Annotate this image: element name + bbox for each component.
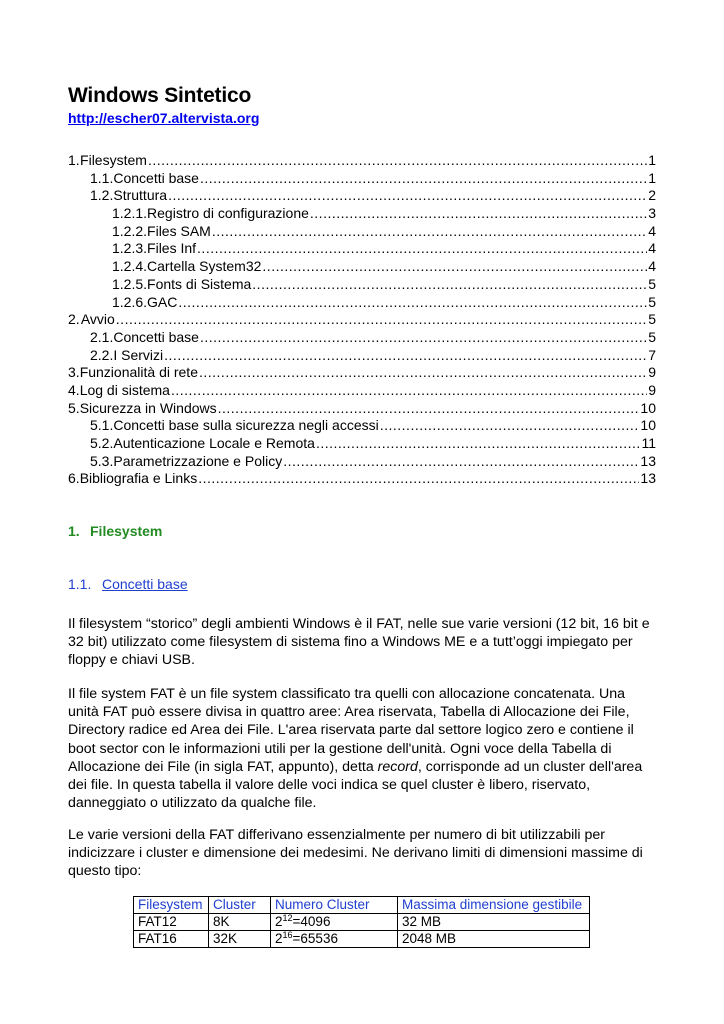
toc-entry-label: Sicurezza in Windows: [79, 399, 217, 416]
toc-entry[interactable]: [68, 258, 656, 276]
cell-max-size: 32 MB: [398, 914, 590, 931]
toc-entry-label: Files SAM: [147, 222, 211, 239]
toc-entry-number: 4.: [68, 381, 80, 398]
toc-entry-number: 5.3.: [90, 452, 114, 469]
toc-entry-number: 1.2.2.: [112, 222, 148, 239]
paragraph-text: , corrisponde ad un cluster dell'area dei file. In questa tabella il valore delle voci indica se quel cluster è libero, riservato, danneggiato o utilizzato da qualche file.: [68, 758, 643, 812]
toc-dot-leader: [212, 223, 647, 241]
toc-dot-leader: [200, 329, 647, 347]
table-row: [134, 914, 590, 931]
paragraph-fat-versions: Le varie versioni della FAT differivano essenzialmente per numero di bit utilizzabili per indicizzare i cluster e dimensione dei medesimi. Ne derivano limiti di dimensioni massime di questo tipo:: [68, 827, 643, 880]
toc-entry-number: 1.: [68, 152, 80, 168]
toc-entry-label: Struttura: [113, 187, 168, 204]
toc-entry-label: GAC: [147, 293, 178, 310]
toc-dot-leader: [171, 382, 647, 400]
header-cluster: Cluster: [209, 897, 271, 914]
toc-entry-page: 4: [648, 240, 656, 257]
toc-entry-label: Bibliografia e Links: [79, 470, 198, 487]
section-number: 1.: [68, 523, 80, 539]
toc-entry[interactable]: [68, 223, 656, 241]
toc-entry[interactable]: [68, 417, 656, 435]
cell-numero-cluster: $2^{12}=4096$: [271, 914, 398, 931]
toc-entry[interactable]: [68, 382, 656, 400]
toc-dot-leader: [310, 205, 647, 223]
toc-entry[interactable]: [68, 435, 656, 453]
toc-entry[interactable]: [68, 187, 656, 205]
toc-entry-number: 5.: [68, 399, 80, 416]
toc-entry[interactable]: [68, 347, 656, 365]
section-title: Filesystem: [90, 523, 163, 539]
toc-dot-leader: [316, 435, 641, 453]
toc-entry-page: 11: [641, 435, 656, 451]
toc-entry-label: I Servizi: [113, 346, 164, 363]
toc-entry-page: 3: [648, 205, 656, 222]
toc-dot-leader: [262, 258, 647, 276]
toc-dot-leader: [252, 276, 647, 294]
toc-entry[interactable]: [68, 311, 656, 329]
toc-entry-number: 5.2.: [90, 435, 114, 451]
website-link[interactable]: http://escher07.altervista.org: [68, 110, 260, 126]
toc-dot-leader: [218, 400, 640, 418]
header-filesystem: Filesystem: [134, 897, 209, 914]
section-heading-filesystem: [68, 523, 162, 539]
toc-entry-page: 5: [648, 311, 656, 328]
toc-dot-leader: [197, 240, 647, 258]
toc-entry[interactable]: [68, 453, 656, 471]
toc-dot-leader: [168, 187, 647, 205]
toc-entry[interactable]: [68, 400, 656, 418]
toc-entry-label: Filesystem: [80, 152, 147, 168]
toc-entry-page: 13: [640, 470, 656, 487]
toc-entry-page: 5: [648, 293, 656, 310]
cell-cluster: 32K: [209, 931, 271, 948]
toc-entry-number: 2.2.: [90, 346, 114, 363]
toc-entry-number: 2.1.: [90, 328, 114, 345]
toc-entry-number: 1.2.4.: [112, 258, 148, 275]
toc-entry-page: 10: [640, 417, 656, 434]
toc-entry-label: Log di sistema: [79, 381, 170, 398]
toc-entry-label: Fonts di Sistema: [147, 275, 252, 292]
toc-entry-number: 1.2.3.: [112, 240, 148, 257]
toc-entry-label: Concetti base: [113, 169, 199, 186]
paragraph-text: Il file system FAT è un file system classificato tra quelli con allocazione concatenata. Una unità FAT può essere divisa in quattro aree: Area riservata, Tabella di Allocazione dei File, Directory radice ed Area dei File. L'area riservata parte dal settore logico zero e contiene il boot sector con le informazioni utili per la gestione dell'unità. Ogni voce della Tabella di Allocazione dei File (in sigla FAT, appunto), detta: [68, 686, 634, 775]
toc-entry-label: Parametrizzazione e Policy: [113, 452, 283, 469]
toc-dot-leader: [380, 417, 640, 435]
document-title: Windows Sintetico: [68, 84, 252, 107]
toc-entry-label: Autenticazione Locale e Remota: [113, 435, 315, 451]
toc-entry-label: Cartella System32: [147, 258, 262, 275]
cell-numero-cluster: $2^{16}=65536$: [271, 931, 398, 948]
toc-entry-page: 9: [648, 381, 656, 398]
toc-entry-page: 10: [640, 399, 656, 416]
emphasis-record: record: [377, 758, 418, 775]
toc-dot-leader: [164, 347, 647, 365]
toc-entry[interactable]: [68, 170, 656, 188]
toc-entry-page: 5: [648, 275, 656, 292]
toc-entry-page: 4: [648, 222, 656, 239]
toc-entry-label: Concetti base: [113, 328, 199, 345]
cell-cluster: 8K: [209, 914, 271, 931]
toc-entry-number: 3.: [68, 364, 80, 381]
toc-entry-label: Concetti base sulla sicurezza negli accessi: [113, 417, 379, 434]
toc-entry-number: 6.: [68, 470, 80, 487]
subsection-title: Concetti base: [102, 576, 188, 592]
subsection-heading-concetti-base[interactable]: [68, 576, 188, 592]
toc-entry-page: 1: [648, 152, 656, 168]
toc-entry[interactable]: [68, 470, 656, 488]
toc-entry-page: 13: [640, 452, 656, 469]
toc-entry-page: 2: [648, 187, 656, 204]
toc-entry-number: 1.2.5.: [112, 275, 148, 292]
toc-entry-number: 1.2.: [90, 187, 114, 204]
toc-entry-page: 7: [648, 346, 656, 363]
table-header-row: [134, 897, 590, 914]
fat-limits-table: [133, 896, 590, 948]
toc-dot-leader: [200, 170, 647, 188]
toc-entry-number: 1.1.: [90, 169, 114, 186]
table-of-contents: [68, 152, 656, 488]
toc-dot-leader: [283, 453, 639, 471]
toc-entry-page: 9: [648, 364, 656, 381]
header-massima-dimensione: Massima dimensione gestibile: [398, 897, 590, 914]
toc-entry-page: 4: [648, 258, 656, 275]
cell-max-size: 2048 MB: [398, 931, 590, 948]
toc-entry[interactable]: [68, 364, 656, 382]
toc-entry-number: 5.1.: [90, 417, 114, 434]
toc-dot-leader: [148, 152, 647, 170]
paragraph-filesystem-intro: Il filesystem “storico” degli ambienti Windows è il FAT, nelle sue varie versioni (12 bit, 16 bit e 32 bit) utilizzato come filesystem di sistema fino a Windows ME e a tutt’oggi impiegato per floppy e chiavi USB.: [68, 616, 650, 669]
toc-entry[interactable]: [68, 240, 656, 258]
toc-entry[interactable]: [68, 152, 656, 170]
toc-entry-number: 1.2.6.: [112, 293, 148, 310]
toc-entry[interactable]: [68, 329, 656, 347]
toc-dot-leader: [198, 470, 639, 488]
toc-entry-label: Funzionalità di rete: [79, 364, 198, 381]
toc-dot-leader: [178, 294, 647, 312]
toc-dot-leader: [199, 364, 647, 382]
toc-entry-number: 1.2.1.: [112, 205, 148, 222]
toc-entry[interactable]: [68, 294, 656, 312]
header-numero-cluster: Numero Cluster: [271, 897, 398, 914]
table-row: [134, 931, 590, 948]
cell-filesystem: FAT12: [134, 914, 209, 931]
toc-entry-number: 2.: [68, 311, 80, 328]
subsection-number: 1.1.: [68, 576, 92, 592]
toc-entry-label: Files Inf: [147, 240, 197, 257]
toc-entry-page: 5: [648, 328, 656, 345]
toc-entry-label: Avvio: [80, 311, 115, 328]
toc-entry-page: 1: [648, 169, 656, 186]
toc-entry[interactable]: [68, 205, 656, 223]
toc-entry[interactable]: [68, 276, 656, 294]
paragraph-fat-description: [68, 685, 658, 812]
cell-filesystem: FAT16: [134, 931, 209, 948]
toc-entry-label: Registro di configurazione: [147, 205, 309, 222]
toc-dot-leader: [116, 311, 647, 329]
